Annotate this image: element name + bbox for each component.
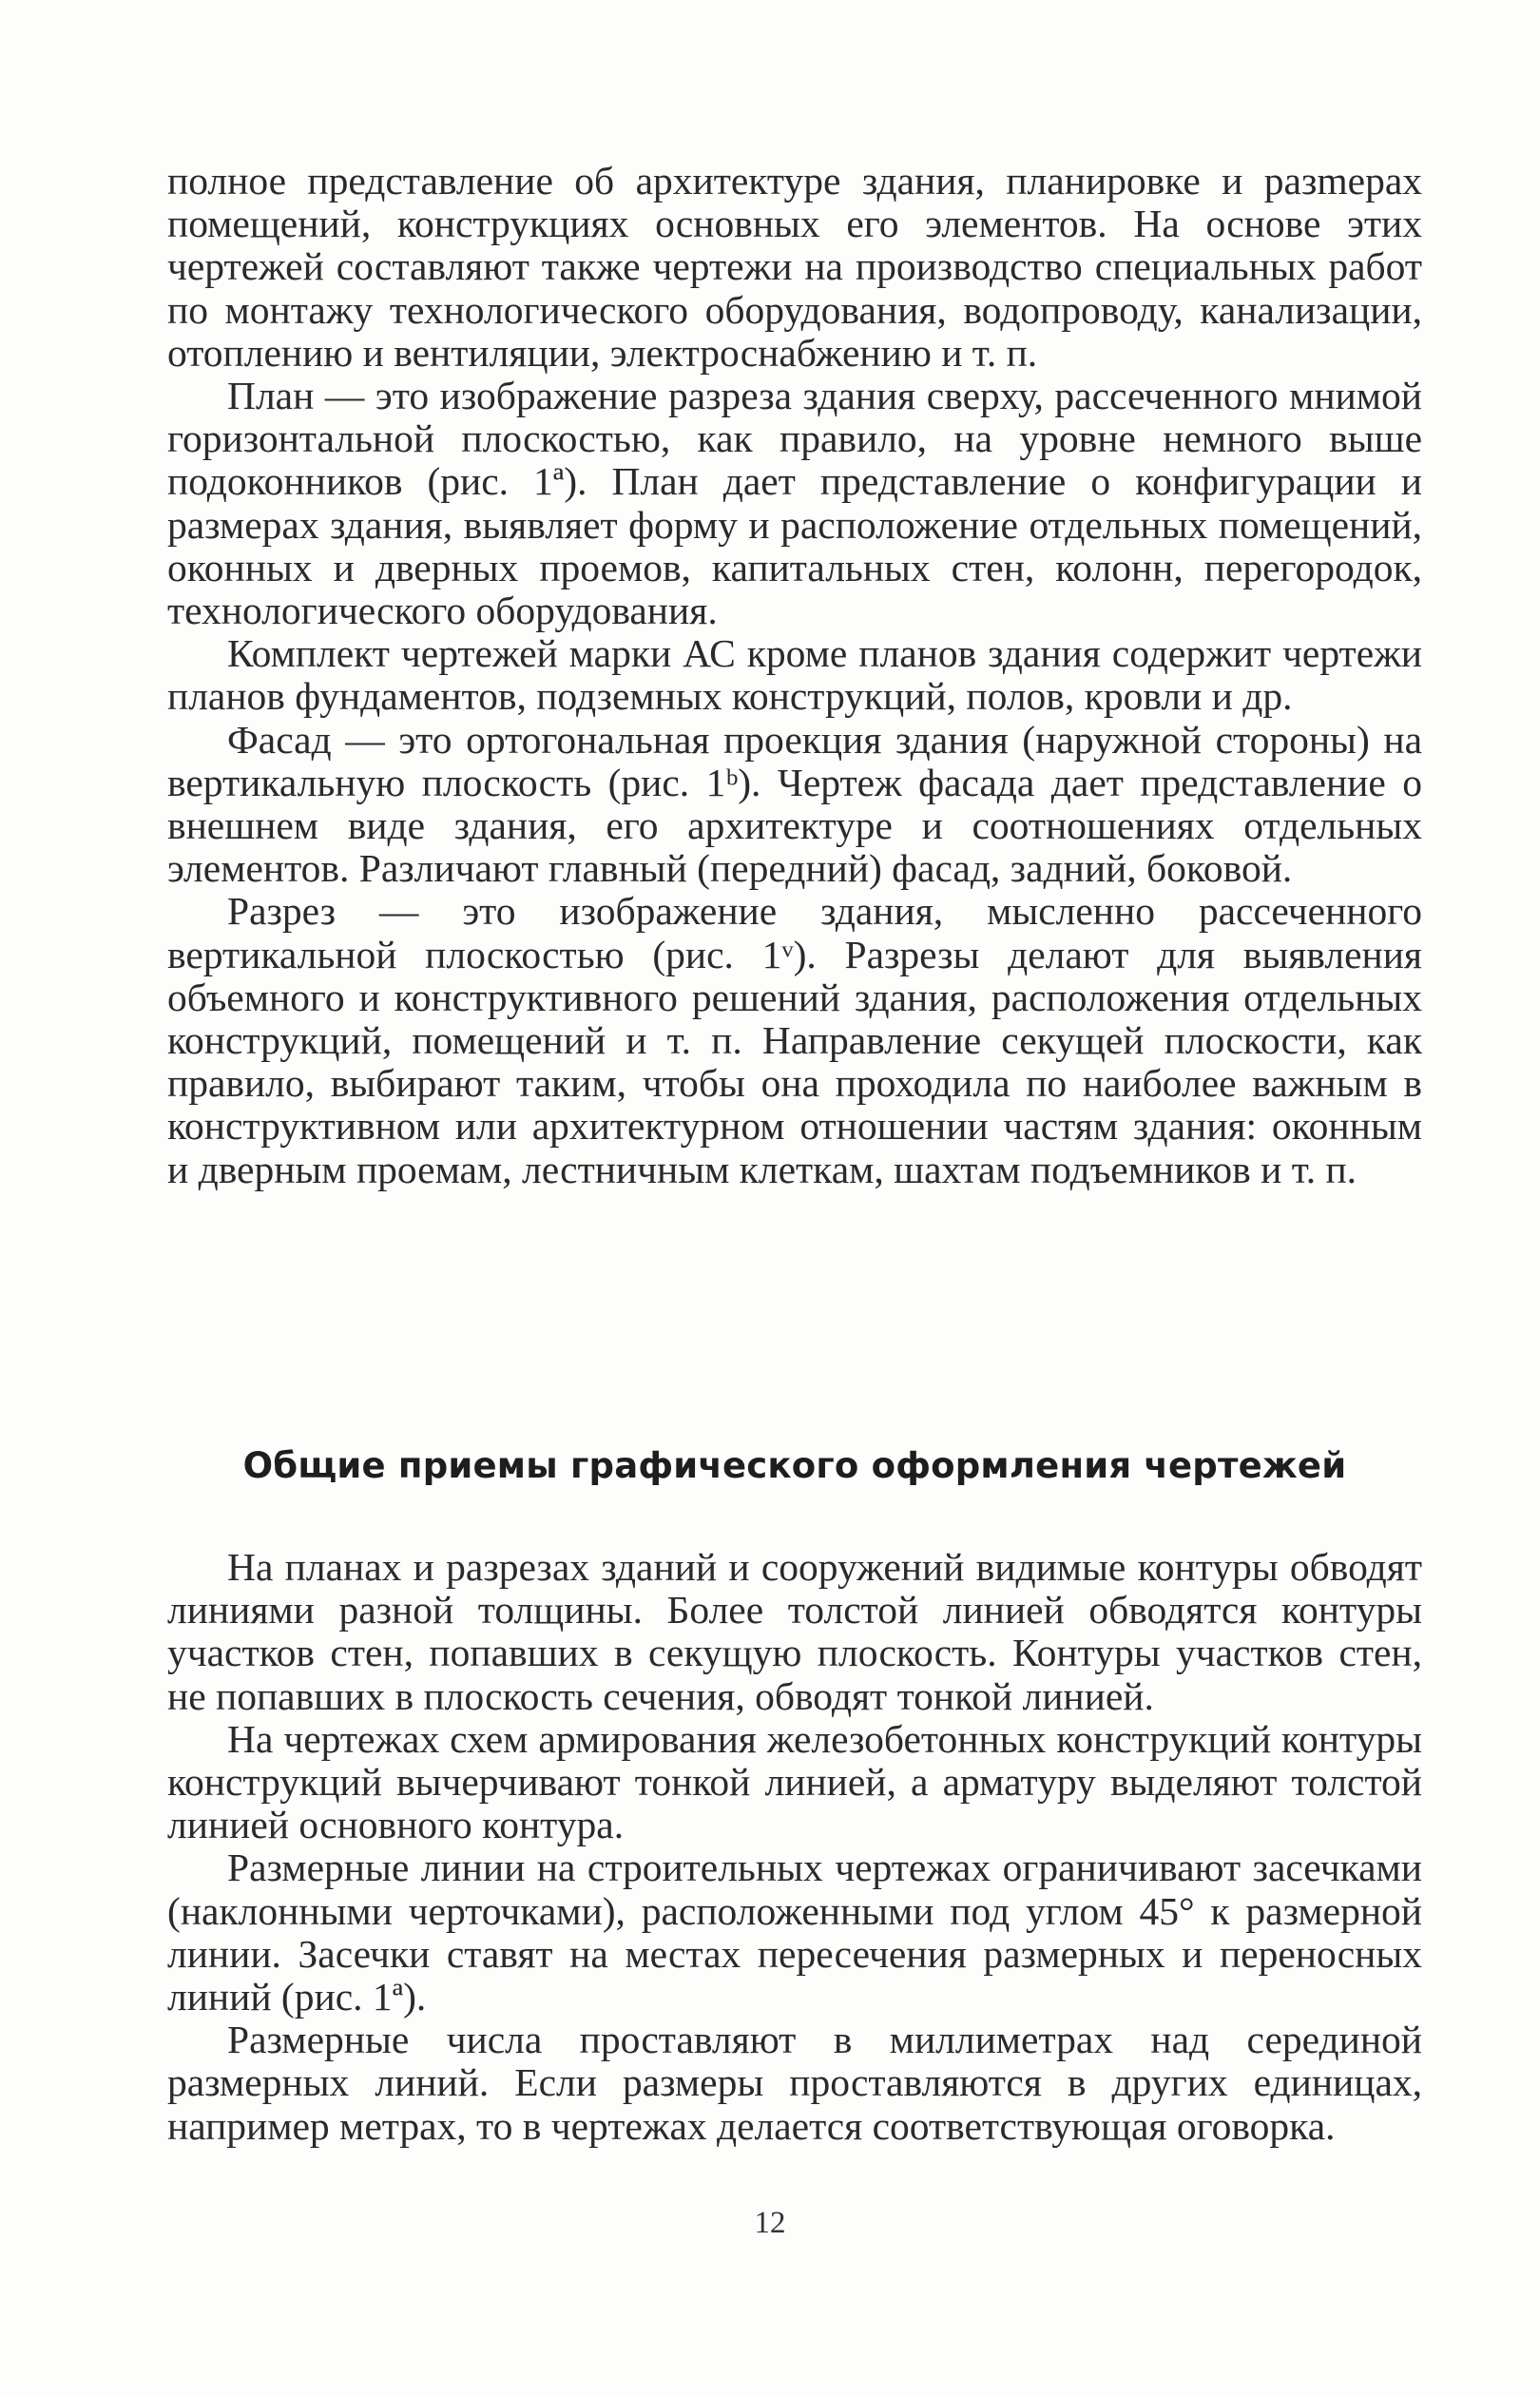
- paragraph-as-set: Комплект чертежей марки АС кроме планов здания содержит чертежи планов фундаментов, подземных конструкций, полов, кровли и др.: [167, 631, 1422, 719]
- paragraph-plan: План — это изображение разреза здания сверху, рассеченного мнимой горизонтальной плоскостью, как правило, на уровне немного выше подоконников (рис. 1ª). План дает представление о конфигурации и размерах здания, выявляет форму и расположение отдельных помещений, оконных и дверных проемов, капитальных стен, колонн, перегородок, технологического оборудования.: [167, 374, 1422, 633]
- paragraph-facade: Фасад — это ортогональная проекция здания (наружной стороны) на вертикальную плоскость (рис. 1ᵇ). Чертеж фасада дает представление о внешнем виде здания, его архитектуре и соотношениях отдельных элементов. Различают главный (передний) фасад, задний, боковой.: [167, 717, 1422, 891]
- lower-text-block: [167, 1546, 1422, 2148]
- paragraph-reinforcement: На чертежах схем армирования железобетонных конструкций контуры конструкций вычерчивают тонкой линией, а арматуру выделяют толстой линией основного контура.: [167, 1716, 1422, 1847]
- paragraph-contour-lines: На планах и разрезах зданий и сооружений видимые контуры обводят линиями разной толщины. Более толстой линией обводятся контуры участков стен, попавших в секущую плоскость. Контуры участков стен, не попавших в плоскость сечения, обводят тонкой линией.: [167, 1545, 1422, 1718]
- paragraph-dimension-lines: Размерные линии на строительных чертежах ограничивают засечками (наклонными черточками), расположенными под углом 45° к размерной линии. Засечки ставят на местах пересечения размерных и переносных линий (рис. 1ª).: [167, 1845, 1422, 2019]
- paragraph-dimension-numbers: Размерные числа проставляют в миллиметрах над серединой размерных линий. Если размеры проставляются в других единицах, например метрах, то в чертежах делается соответствующая оговорка.: [167, 2018, 1422, 2148]
- upper-text-block: [167, 160, 1422, 1191]
- paragraph-continuation: полное представление об архитектуре здания, планировке и разmерах помещений, конструкциях основных его элементов. На основе этих чертежей составляют также чертежи на производство специальных работ по монтажу технологического оборудования, водопроводу, канализации, отоплению и вентиляции, электроснабжению и т. п.: [167, 159, 1422, 375]
- paragraph-section: Разрез — это изображение здания, мысленно рассеченного вертикальной плоскостью (рис. 1ᵛ). Разрезы делают для выявления объемного и конструктивного решений здания, расположения отдельных конструкций, помещений и т. п. Направление секущей плоскости, как правило, выбирают таким, чтобы она проходила по наиболее важным в конструктивном или архитектурном отношении частям здания: оконным и дверным проемам, лестничным клеткам, шахтам подъемников и т. п.: [167, 889, 1422, 1191]
- section-heading: Общие приемы графического оформления чертежей: [242, 1445, 1347, 1486]
- page-number: 12: [754, 2206, 786, 2240]
